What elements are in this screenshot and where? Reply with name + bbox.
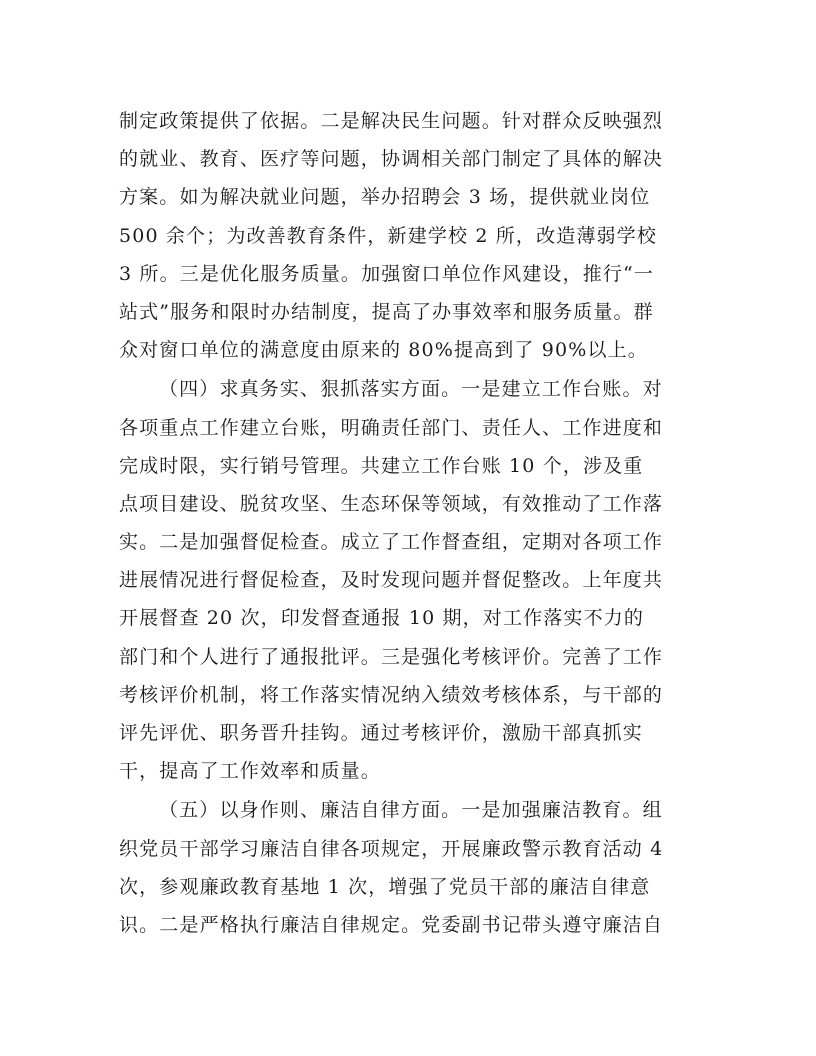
section-heading-line: （四）求真务实、狠抓落实方面。一是建立工作台账。对 <box>159 378 663 401</box>
text-line: 制定政策提供了依据。二是解决民生问题。针对群众反映强烈 <box>119 110 664 132</box>
text-line: 干，提高了工作效率和质量。 <box>119 760 381 783</box>
text-line: 识。二是严格执行廉洁自律规定。党委副书记带头遵守廉洁自 <box>119 913 664 936</box>
text-line: 500 余个；为改善教育条件，新建学校 2 所，改造薄弱学校 <box>119 224 657 247</box>
text-line: 开展督查 20 次，印发督查通报 10 期，对工作落实不力的 <box>119 607 645 630</box>
text-line: 众对窗口单位的满意度由原来的 80%提高到了 90%以上。 <box>119 339 648 362</box>
text-line: 次，参观廉政教育基地 1 次，增强了党员干部的廉洁自律意 <box>119 875 651 898</box>
text-line: 考核评价机制，将工作落实情况纳入绩效考核体系，与干部的 <box>119 683 664 706</box>
text-line: 评先评优、职务晋升挂钩。通过考核评价，激励干部真抓实 <box>119 722 643 744</box>
text-line: 各项重点工作建立台账，明确责任部门、责任人、工作进度和 <box>119 416 664 439</box>
text-line: 实。二是加强督促检查。成立了工作督查组，定期对各项工作 <box>119 531 664 554</box>
text-line: 进展情况进行督促检查，及时发现问题并督促整改。上年度共 <box>119 569 664 592</box>
text-line: 点项目建设、脱贫攻坚、生态环保等领域，有效推动了工作落 <box>119 492 664 515</box>
document-body <box>119 102 699 944</box>
section-heading-line: （五）以身作则、廉洁自律方面。一是加强廉洁教育。组 <box>159 799 663 822</box>
text-line: 的就业、教育、医疗等问题，协调相关部门制定了具体的解决 <box>119 148 664 171</box>
text-line: 站式”服务和限时办结制度，提高了办事效率和服务质量。群 <box>119 300 654 323</box>
text-line: 3 所。三是优化服务质量。加强窗口单位作风建设，推行“一 <box>119 262 655 285</box>
text-line: 方案。如为解决就业问题，举办招聘会 3 场，提供就业岗位 <box>119 186 651 209</box>
text-line: 部门和个人进行了通报批评。三是强化考核评价。完善了工作 <box>119 645 664 668</box>
text-line: 织党员干部学习廉洁自律各项规定，开展廉政警示教育活动 4 <box>119 837 664 860</box>
text-line: 完成时限，实行销号管理。共建立工作台账 10 个，涉及重 <box>119 454 644 477</box>
